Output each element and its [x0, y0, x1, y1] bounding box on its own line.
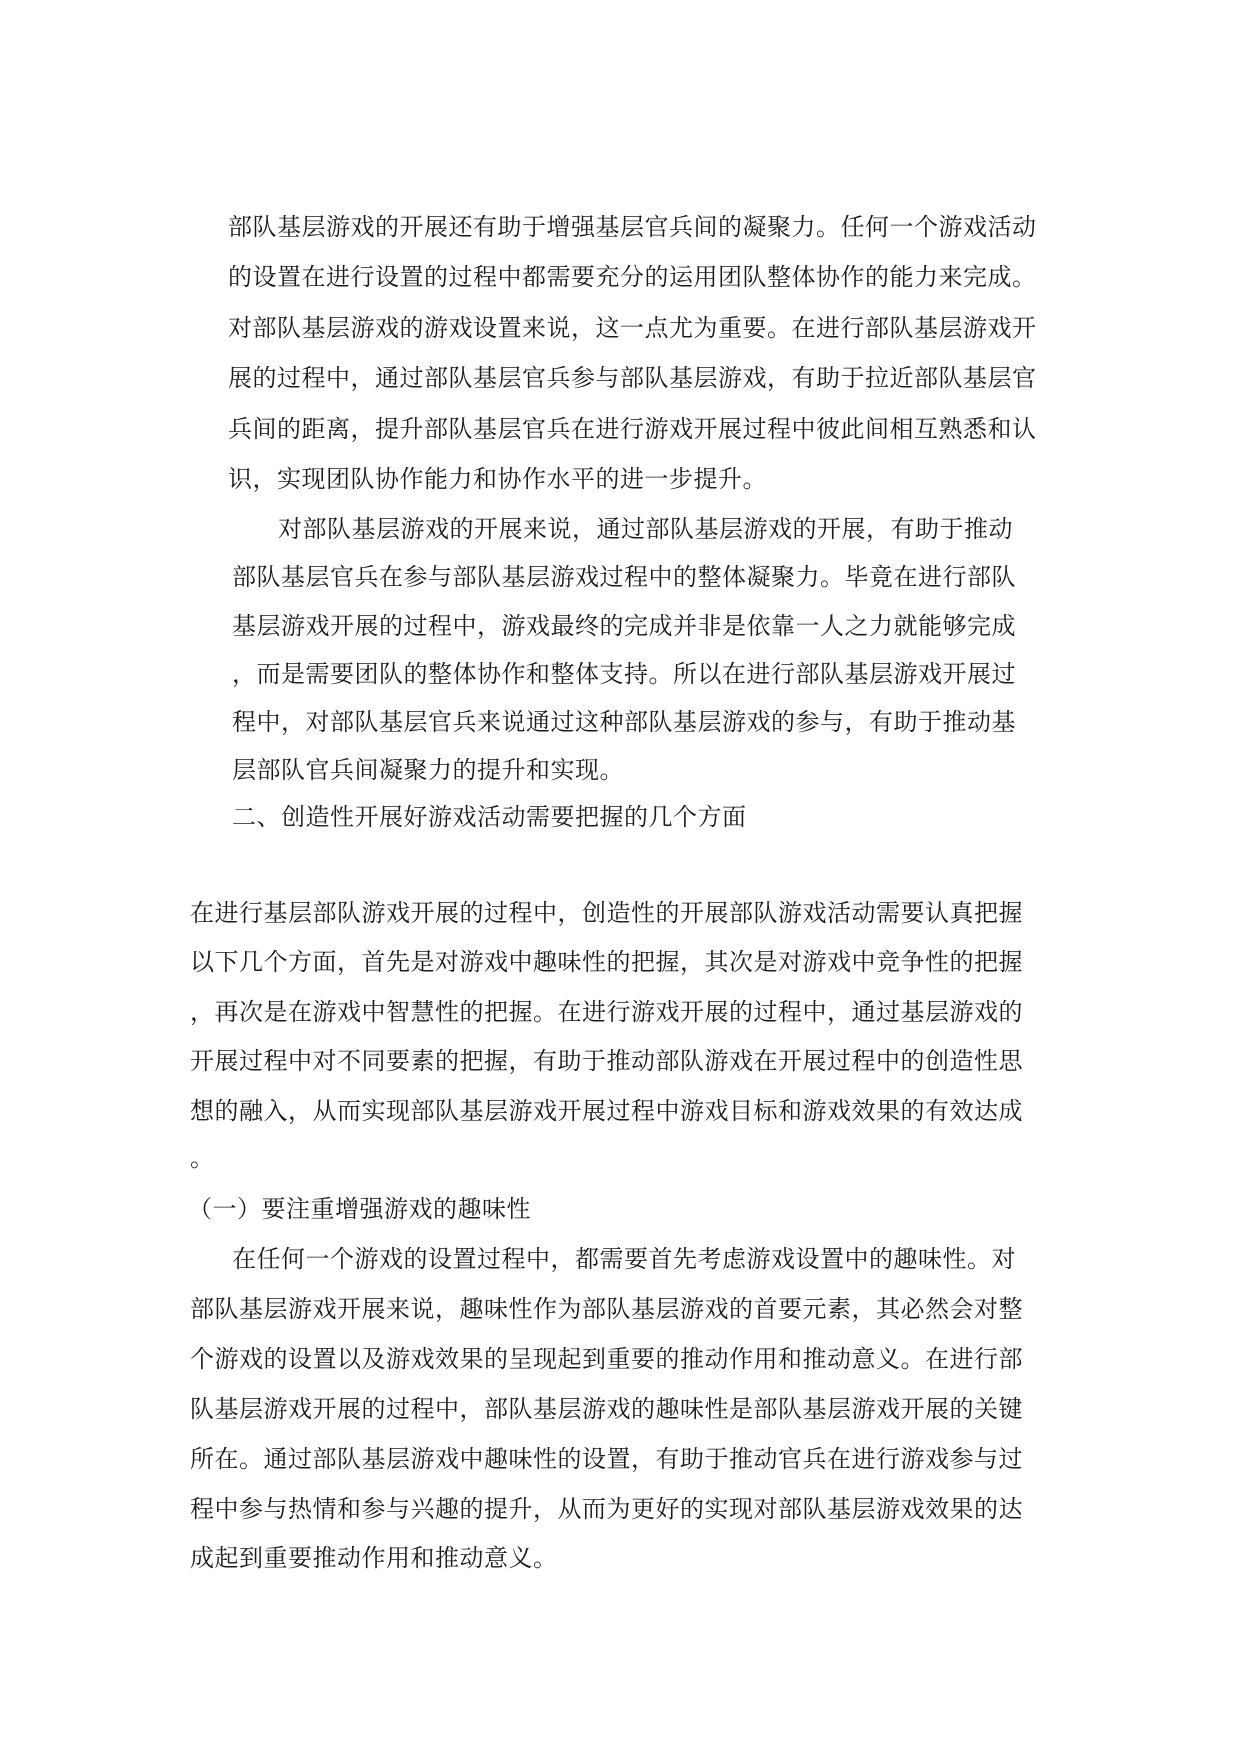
- p2-line-4: ，而是需要团队的整体协作和整体支持。所以在进行部队基层游戏开展过: [232, 660, 1016, 688]
- p1-line-1: 部队基层游戏的开展还有助于增强基层官兵间的凝聚力。任何一个游戏活动: [228, 213, 1037, 241]
- p2-line-3: 基层游戏开展的过程中，游戏最终的完成并非是依靠一人之力就能够完成: [232, 612, 1016, 640]
- p1-line-3: 对部队基层游戏的游戏设置来说，这一点尤为重要。在进行部队基层游戏开: [228, 314, 1037, 342]
- p4-line-5: 所在。通过部队基层游戏中趣味性的设置，有助于推动官兵在进行游戏参与过: [190, 1445, 1023, 1473]
- p3-line-2: 以下几个方面，首先是对游戏中趣味性的把握，其次是对游戏中竞争性的把握: [190, 948, 1023, 976]
- p4-line-3: 个游戏的设置以及游戏效果的呈现起到重要的推动作用和推动意义。在进行部: [190, 1345, 1023, 1373]
- p1-line-2: 的设置在进行设置的过程中都需要充分的运用团队整体协作的能力来完成。: [228, 263, 1037, 291]
- p3-line-6: 。: [190, 1144, 215, 1172]
- p1-line-5: 兵间的距离，提升部队基层官兵在进行游戏开展过程中彼此间相互熟悉和认: [228, 415, 1037, 443]
- p3-line-3: ，再次是在游戏中智慧性的把握。在进行游戏开展的过程中，通过基层游戏的: [190, 998, 1023, 1026]
- p4-line-2: 部队基层游戏开展来说，趣味性作为部队基层游戏的首要元素，其必然会对整: [190, 1295, 1023, 1323]
- p1-line-6: 识，实现团队协作能力和协作水平的进一步提升。: [228, 465, 767, 493]
- p3-line-4: 开展过程中对不同要素的把握，有助于推动部队游戏在开展过程中的创造性思: [190, 1047, 1023, 1075]
- p4-line-4: 队基层游戏开展的过程中，部队基层游戏的趣味性是部队基层游戏开展的关键: [190, 1395, 1023, 1423]
- section-heading: 二、创造性开展好游戏活动需要把握的几个方面: [232, 803, 747, 831]
- p2-line-5: 程中，对部队基层官兵来说通过这种部队基层游戏的参与，有助于推动基: [232, 708, 1016, 736]
- p2-line-1: 对部队基层游戏的开展来说，通过部队基层游戏的开展，有助于推动: [278, 515, 1013, 543]
- p4-line-7: 成起到重要推动作用和推动意义。: [190, 1544, 558, 1572]
- p3-line-1: 在进行基层部队游戏开展的过程中，创造性的开展部队游戏活动需要认真把握: [190, 899, 1023, 927]
- p3-line-5: 想的融入，从而实现部队基层游戏开展过程中游戏目标和游戏效果的有效达成: [190, 1097, 1023, 1125]
- subheading: （一）要注重增强游戏的趣味性: [188, 1195, 531, 1223]
- p2-line-2: 部队基层官兵在参与部队基层游戏过程中的整体凝聚力。毕竟在进行部队: [232, 563, 1016, 591]
- p1-line-4: 展的过程中，通过部队基层官兵参与部队基层游戏，有助于拉近部队基层官: [228, 364, 1037, 392]
- p4-line-6: 程中参与热情和参与兴趣的提升，从而为更好的实现对部队基层游戏效果的达: [190, 1495, 1023, 1523]
- p2-line-6: 层部队官兵间凝聚力的提升和实现。: [232, 756, 624, 784]
- p4-line-1: 在任何一个游戏的设置过程中，都需要首先考虑游戏设置中的趣味性。对: [232, 1245, 1016, 1273]
